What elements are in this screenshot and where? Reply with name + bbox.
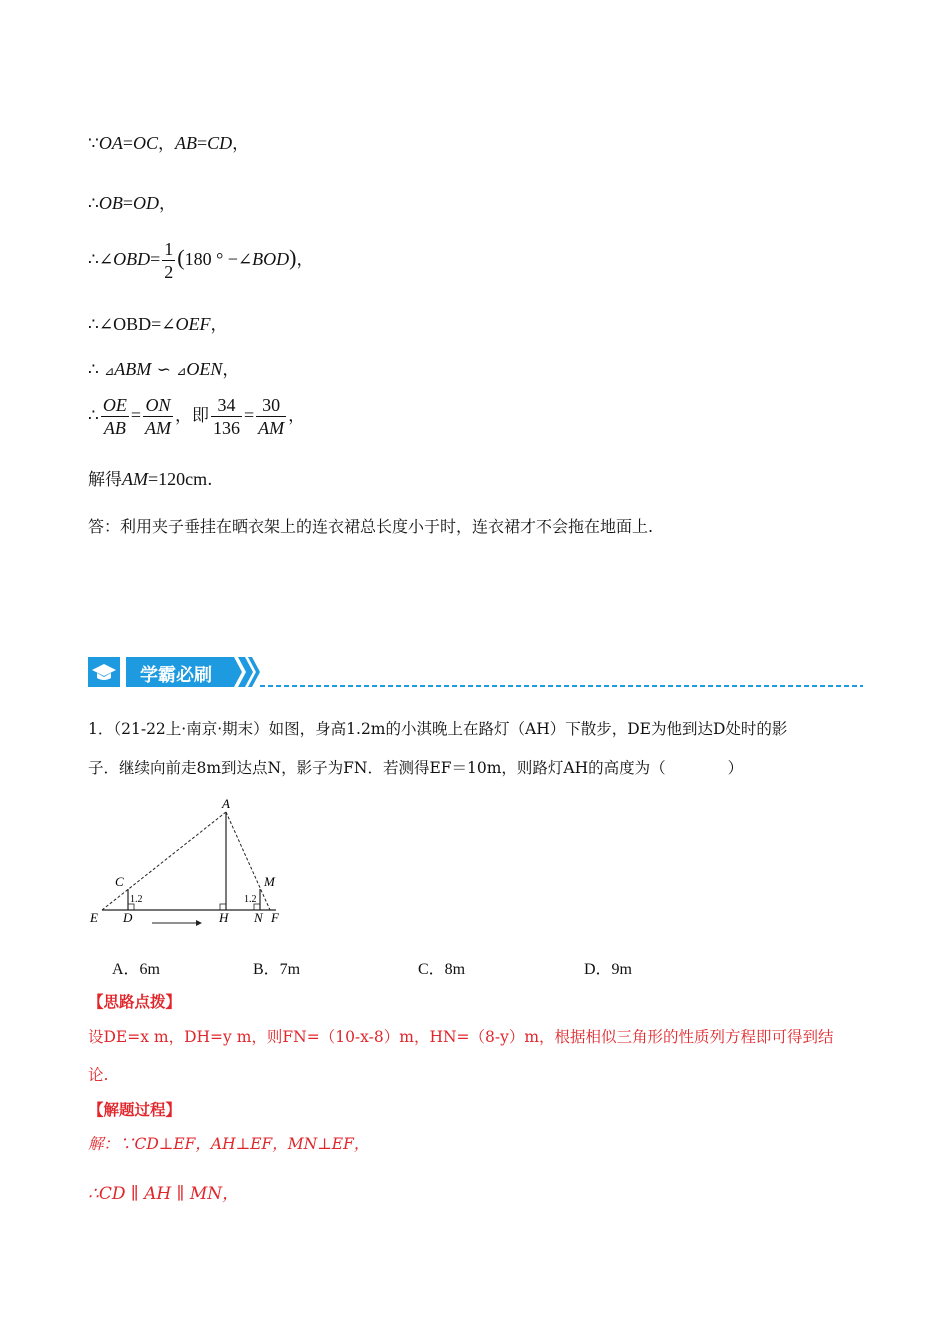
answer-line: 答：利用夹子垂挂在晒衣架上的连衣裙总长度小于时，连衣裙才不会拖在地面上.: [88, 517, 654, 536]
label-height-2: 1.2: [244, 894, 257, 905]
proof-line-3: ∴∠OBD= $\frac{1}{2}$ (180 ° −∠BOD)，: [88, 239, 314, 282]
process-title: 【解题过程】: [88, 1100, 182, 1119]
label-H: H: [219, 910, 229, 925]
banner-title: 学霸必刷: [140, 665, 212, 686]
proof-line-4: ∴∠OBD=∠OEF，: [88, 314, 228, 335]
label-height-1: 1.2: [130, 894, 143, 905]
label-A: A: [222, 796, 230, 811]
fraction-half: $\frac{1}{2}$: [164, 239, 174, 282]
section-banner: [88, 655, 863, 689]
label-D: D: [123, 910, 133, 925]
label-F: F: [271, 910, 279, 925]
option-c[interactable]: C．8m: [418, 961, 466, 978]
label-E: E: [90, 910, 98, 925]
question-line-1: 1．（21-22上·南京·期末）如图，身高1.2m的小淇晚上在路灯（AH）下散步，DE为他到达D处时的影: [88, 720, 788, 738]
proof-line-7: 解得AM=120cm.: [88, 469, 213, 490]
proof-line-1: ∵OA=OC，AB=CD，: [88, 133, 250, 154]
option-b[interactable]: B．7m: [253, 961, 301, 978]
option-d[interactable]: D．9m: [584, 961, 633, 978]
hint-line-1: 设DE=x m，DH=y m，则FN=（10-x-8）m，HN=（8-y）m，根据相似三角形的性质列方程即可得到结: [88, 1028, 834, 1046]
hint-title: 【思路点拨】: [88, 992, 182, 1011]
question-line-2: 子．继续向前走8m到达点N，影子为FN．若测得EF＝10m，则路灯AH的高度为（ ）: [88, 759, 744, 777]
label-M: M: [264, 874, 275, 889]
hint-line-2: 论.: [88, 1066, 109, 1084]
geometry-figure: [88, 790, 298, 934]
proof-line-6: ∴ $\frac{OE}{AB}$ = $\frac{ON}{AM}$ ，即 $\frac{34}{136}$ = $\frac{30}{AM}$ ，: [88, 395, 306, 438]
proof-line-2: ∴OB=OD，: [88, 193, 176, 214]
label-N: N: [254, 910, 263, 925]
option-a[interactable]: A．6m: [112, 961, 161, 978]
proof-line-5: ∴ ⊿ABM ∽ ⊿OEN，: [88, 359, 240, 380]
process-line-2: ∴CD ∥ AH ∥ MN，: [88, 1184, 240, 1204]
label-C: C: [115, 874, 124, 889]
process-line-1: 解：∵CD⊥EF，AH⊥EF，MN⊥EF，: [88, 1135, 370, 1153]
